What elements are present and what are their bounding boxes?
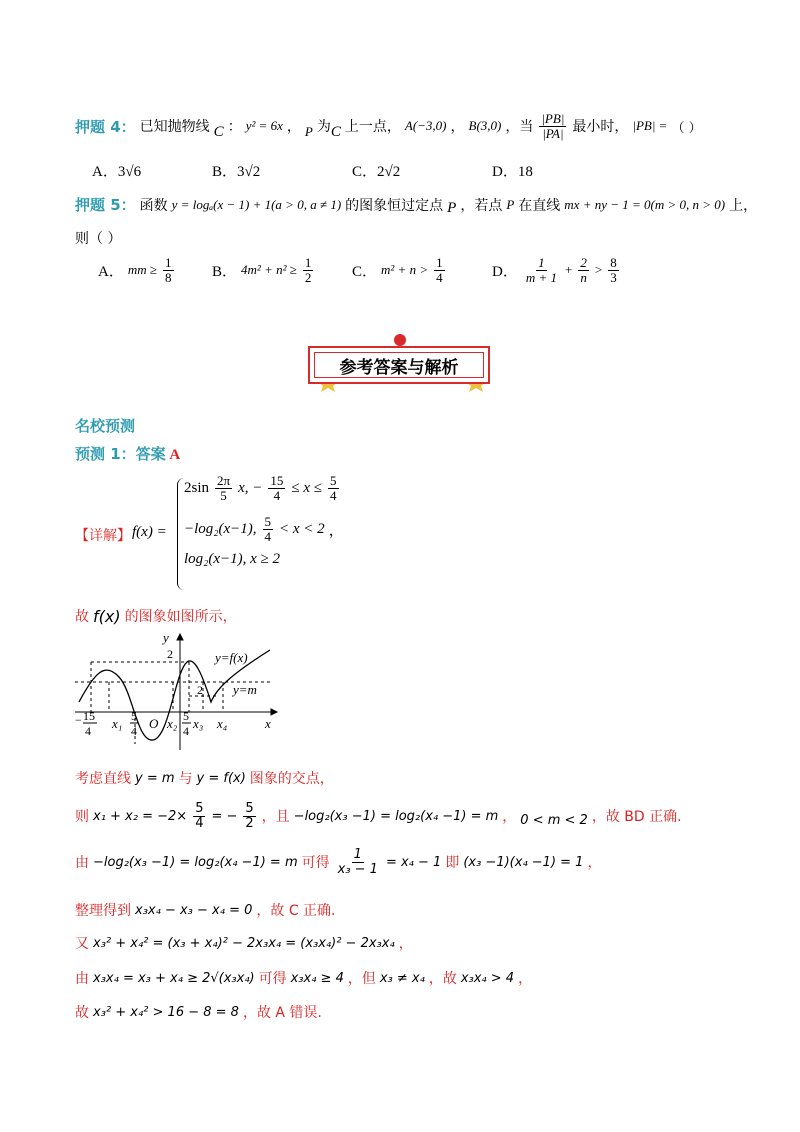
section-title: 名校预测	[75, 417, 136, 435]
q4-comma: ，	[286, 119, 301, 136]
q4-option-d: D．18	[492, 164, 533, 180]
y-label: y	[163, 632, 169, 645]
svg-text:x₄: x₄	[217, 716, 228, 731]
q4-text1: 已知抛物线	[139, 119, 210, 136]
svg-text:5: 5	[131, 709, 137, 723]
piece-2: −log₂(x−1), $\frac{5}{4}$ < x < 2 ，	[184, 514, 344, 544]
q5-P: P	[447, 200, 457, 216]
q4-comma2: ，	[450, 119, 465, 136]
svg-text:−: −	[75, 713, 82, 727]
q5-text1: 函数	[139, 197, 168, 214]
q4-option-b: B．3√2	[212, 164, 261, 180]
q4-text3: 最小时，	[572, 119, 629, 136]
piece-1: 2sin $\frac{2\pi}{5}$ x, − $\frac{15}{4}$ ≤ x ≤ $\frac{5}{4}$	[184, 473, 337, 503]
q4-C: C	[213, 123, 224, 140]
q4-option-a: A．3√6	[92, 164, 142, 180]
q4-paren: （ ）	[671, 120, 702, 136]
q5-option-a: A． mm ≥ $\frac{1}{8}$	[98, 255, 172, 285]
q4-wei: 为	[316, 119, 331, 136]
q5-text5: 上，	[729, 197, 758, 214]
banner-title: 参考答案与解析	[314, 352, 484, 378]
line-3: 由 −log₂(x₃ −1) = log₂(x₄ −1) = m 可得 $\frac{1}{\text{x₃ − 1}}$ = x₄ − 1 即 (x₃ −1)(x₄ −1) = 1 ，	[75, 847, 602, 877]
q4-A: A(−3,0)	[404, 118, 447, 134]
svg-text:x₂: x₂	[167, 716, 178, 731]
q4-option-c: C．2√2	[352, 164, 401, 180]
svg-text:x₁: x₁	[112, 716, 123, 731]
detail-fx: f(x) =	[132, 524, 167, 540]
line-7: 故 x₃² + x₄² > 16 − 8 = 8 ，故 A 错误.	[75, 1004, 322, 1021]
q4-C2: C	[330, 123, 341, 140]
svg-text:4: 4	[131, 724, 137, 738]
line-label: y=m	[233, 682, 257, 697]
piecewise-brace	[177, 478, 184, 590]
q4-eq: y² = 6x	[245, 118, 283, 134]
line-6: 由 x₃x₄ = x₃ + x₄ ≥ 2√(x₃x₄) 可得 x₃x₄ ≥ 4 ，但 x₃ ≠ x₄ ，故 x₃x₄ > 4 ，	[75, 970, 533, 987]
origin-label: O	[149, 716, 159, 731]
q5-P2: P	[506, 196, 515, 212]
answer-label: 预测 1：答案	[75, 445, 166, 463]
curve-label: y=f(x)	[215, 650, 248, 665]
svg-text:5: 5	[183, 709, 189, 723]
answer-value: A	[169, 447, 181, 463]
q5-line: mx + ny − 1 = 0(m > 0, n > 0)	[564, 196, 726, 212]
q4-fraction: $\frac{|PB|}{|PA|}$	[541, 111, 565, 141]
q4-pb: |PB| =	[632, 118, 668, 134]
q4-colon: ：	[227, 119, 242, 136]
line-5: 又 x₃² + x₄² = (x₃ + x₄)² − 2x₃x₄ = (x₃x₄)² − 2x₃x₄ ，	[75, 935, 413, 952]
q5-option-d: D． $\frac{1}{m + 1}$ + $\frac{2}{n}$ > $\frac{8}{3}$	[492, 255, 617, 285]
function-graph	[75, 632, 285, 752]
answer-line	[75, 443, 180, 464]
svg-text:4: 4	[183, 724, 189, 738]
x-label: x	[265, 716, 271, 731]
label-two-top: 2	[167, 647, 173, 661]
question-4	[75, 112, 702, 140]
question-5	[75, 194, 757, 215]
label-two-mid: 2	[197, 683, 203, 697]
graph-intro: 故 f(x) 的图象如图所示，	[75, 606, 237, 626]
q4-text2: 上一点，	[344, 119, 401, 136]
q4-B: B(3,0)	[468, 118, 502, 134]
line-4: 整理得到 x₃x₄ − x₃ − x₄ = 0 ，故 C 正确.	[75, 902, 336, 919]
detail-label: 【详解】	[75, 528, 131, 544]
line-1: 考虑直线 y = m 与 y = f(x) 图象的交点，	[75, 770, 334, 787]
q5-option-c: C． m² + n > $\frac{1}{4}$	[352, 255, 443, 285]
q4-dang: ，当	[505, 119, 534, 136]
x-axis-arrow-icon	[271, 709, 277, 715]
svg-text:15: 15	[83, 709, 95, 723]
question-4-label: 押题 4：	[75, 117, 136, 136]
banner-pin-icon	[394, 334, 406, 346]
q5-text4: 在直线	[518, 197, 561, 214]
q4-P: P	[304, 124, 313, 140]
svg-text:x₃: x₃	[193, 716, 204, 731]
q5-text2: 的图象恒过定点	[345, 197, 444, 214]
q5-option-b: B． 4m² + n² ≥ $\frac{1}{2}$	[212, 255, 312, 285]
q5-func: y = logₐ(x − 1) + 1(a > 0, a ≠ 1)	[171, 196, 342, 212]
y-axis-arrow-icon	[177, 634, 183, 640]
answer-banner	[302, 336, 498, 388]
q5-text6: 则（ ）	[75, 231, 122, 247]
svg-text:4: 4	[85, 724, 91, 738]
question-5-label: 押题 5：	[75, 196, 136, 214]
piece-3: log₂(x−1), x ≥ 2	[184, 551, 281, 567]
line-2: 则 x₁ + x₂ = −2× $\frac{5}{4}$ = − $\frac{5}{2}$ ，且 −log₂(x₃ −1) = log₂(x₄ −1) = m ， 0 < m < 2 ，故 BD 正确.	[75, 801, 682, 831]
q5-text3: ，若点	[460, 197, 503, 214]
